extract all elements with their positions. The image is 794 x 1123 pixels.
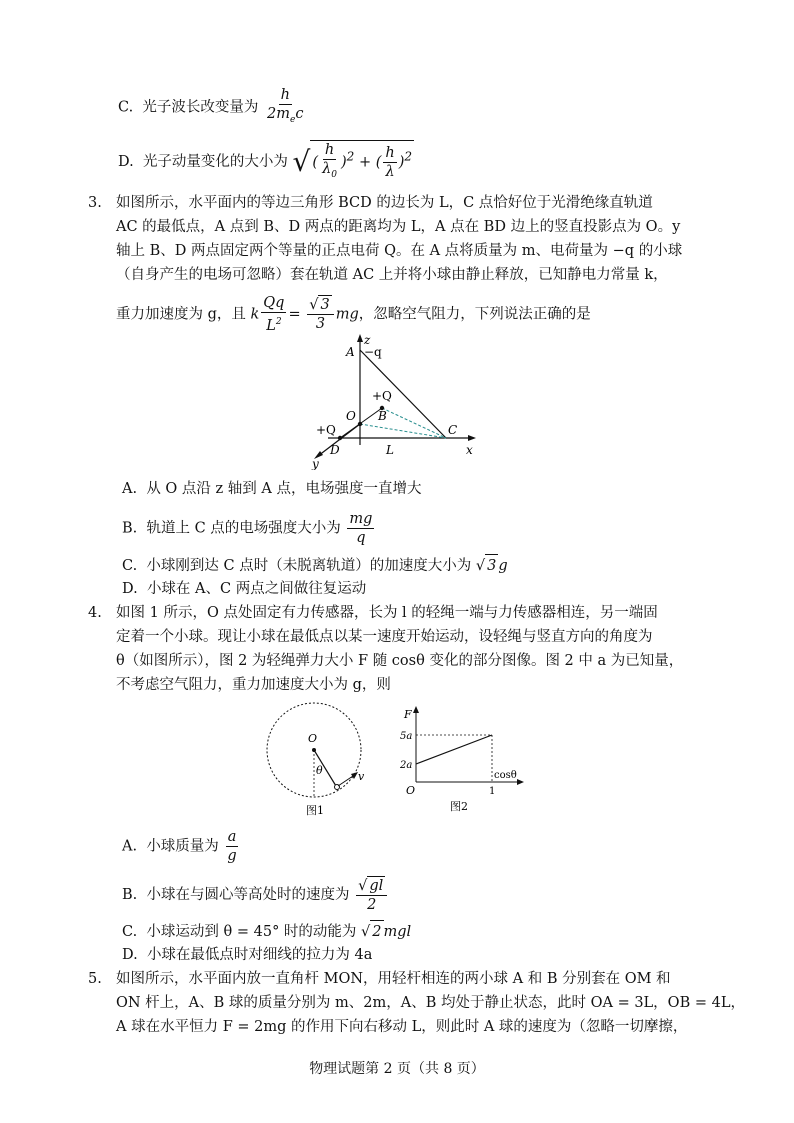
page-footer: 物理试题第 2 页（共 8 页） — [309, 1061, 485, 1077]
fig2-label-o: O — [406, 784, 416, 797]
q4-line-2: 定着一个小球。现让小球在最低点以某一速度开始运动，设轻绳与竖直方向的角度为 — [116, 629, 653, 645]
q3-option-b: B. 轨道上 C 点的电场强度大小为 $\frac{mg}{q}$ — [122, 511, 373, 546]
option-letter: C. — [118, 99, 134, 116]
q4-line-4: 不考虑空气阻力，重力加速度大小为 g，则 — [116, 677, 391, 693]
label-plus-q-b: +Q — [372, 389, 392, 403]
fig2-label-5a: 5a — [400, 731, 413, 742]
option-letter: D. — [118, 153, 134, 170]
fig1-label-o: O — [308, 732, 318, 745]
question-number: 4. — [88, 605, 102, 621]
q2-option-c — [118, 86, 307, 129]
q3-option-a: A. 从 O 点沿 z 轴到 A 点，电场强度一直增大 — [122, 481, 422, 497]
label-minus-q: −q — [364, 345, 382, 359]
q3-line-2: AC 的最低点，A 点到 B、D 两点的距离均为 L，A 点在 BD 边上的竖直投影点为 O。y — [116, 219, 681, 235]
q4-figure-2 — [396, 702, 526, 822]
option-text: 光子动量变化的大小为 — [142, 153, 288, 170]
question-number: 3. — [88, 195, 102, 211]
fig2-label-2a: 2a — [400, 760, 413, 771]
label-z: z — [364, 333, 371, 347]
q4-line-3: θ（如图所示），图 2 为轻绳弹力大小 F 随 cosθ 变化的部分图像。图 2 中 a 为已知量， — [116, 653, 684, 669]
fig2-xlabel: cosθ — [494, 770, 517, 781]
label-c: C — [448, 423, 458, 437]
q4-option-c: C. 小球运动到 θ = 45° 时的动能为 √ 2 mgl — [122, 920, 411, 943]
q4-figure-1 — [258, 702, 378, 822]
label-o: O — [346, 409, 356, 423]
q3-line-3: 轴上 B、D 两点固定两个等量的正点电荷 Q。在 A 点将质量为 m、电荷量为 −q 的小球 — [116, 243, 683, 259]
fig1-label-v: v — [358, 770, 365, 783]
q5-line-1: 如图所示，水平面内放一直角杆 MON，用轻杆相连的两小球 A 和 B 分别套在 OM 和 — [116, 971, 671, 987]
label-x: x — [466, 443, 473, 457]
q3-line-4: （自身产生的电场可忽略）套在轨道 AC 上并将小球由静止释放，已知静电力常量 k， — [116, 267, 668, 283]
q3-option-d: D. 小球在 A、C 两点之间做往复运动 — [122, 581, 367, 597]
q4-option-d: D. 小球在最低点时对细线的拉力为 4a — [122, 947, 373, 963]
fig2-label-1: 1 — [489, 786, 496, 797]
sqrt-expression: ( $\frac{h}{\lambda_0}$ )$^2$ + ( $\frac{h}{\lambda}$ )$^2$ — [310, 140, 414, 184]
q3-line-1: 如图所示，水平面内的等边三角形 BCD 的边长为 L，C 点恰好位于光滑绝缘直轨道 — [116, 195, 653, 211]
fig1-label-theta: θ — [316, 764, 323, 777]
q2-option-d — [118, 140, 414, 184]
label-b: B — [378, 409, 387, 423]
label-plus-q-d: +Q — [316, 423, 336, 437]
q5-line-2: ON 杆上，A、B 球的质量分别为 m、2m，A、B 均处于静止状态，此时 OA = 3L，OB = 4L， — [116, 995, 745, 1011]
q3-line-5: 重力加速度为 g，且 k $\frac{Qq}{L^2}$ = $\frac{√ 3}{3}$ mg，忽略空气阻力，下列说法正确的是 — [116, 295, 591, 334]
sqrt-sign: √ — [292, 144, 311, 178]
q4-option-a: A. 小球质量为 $\frac{a}{g}$ — [122, 829, 237, 864]
q3-option-c: C. 小球刚到达 C 点时（未脱离轨道）的加速度大小为 √ 3 g — [122, 554, 508, 577]
q4-option-b: B. 小球在与圆心等高处时的速度为 $\frac{√ gl}{2}$ — [122, 876, 389, 914]
q4-line-1: 如图 1 所示，O 点处固定有力传感器，长为 l 的轻绳一端与力传感器相连，另一端固 — [116, 605, 658, 621]
fig2-label-f: F — [404, 708, 412, 721]
fraction: $\frac{h}{2m_ec}$ — [267, 87, 304, 125]
label-a: A — [346, 345, 355, 359]
fig1-caption: 图1 — [306, 804, 324, 817]
label-y: y — [312, 457, 319, 470]
q5-line-3: A 球在水平恒力 F = 2mg 的作用下向右移动 L，则此时 A 球的速度为（忽略一切摩擦， — [116, 1019, 688, 1035]
q3-figure — [300, 330, 500, 470]
fig2-caption: 图2 — [450, 800, 468, 813]
label-l: L — [386, 443, 394, 457]
option-text: 光子波长改变量为 — [142, 99, 259, 116]
label-d: D — [330, 443, 340, 457]
question-number: 5. — [88, 971, 102, 987]
